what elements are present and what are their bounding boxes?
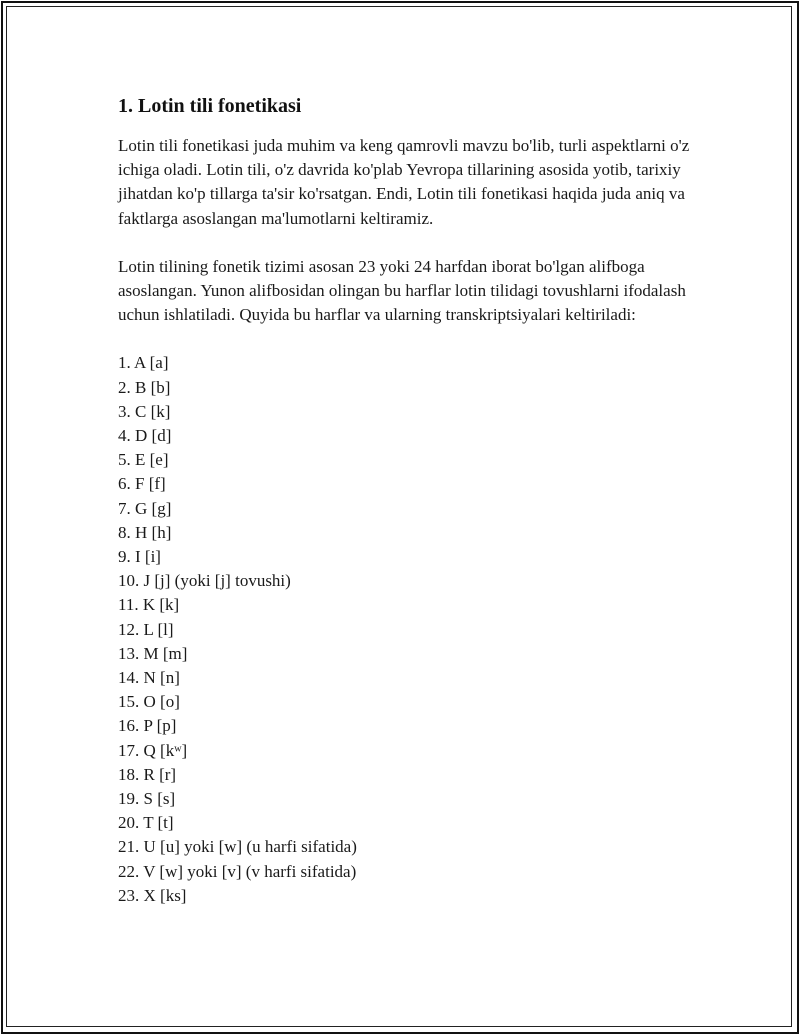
list-item: 15. O [o] — [118, 692, 180, 712]
list-item: 2. B [b] — [118, 377, 171, 397]
list-item: 1. A [a] — [118, 353, 169, 373]
intro-paragraph: Lotin tili fonetikasi juda muhim va keng qamrovli mavzu bo'lib, turli aspektlarni o'z ichiga oladi. Lotin tili, o'z davrida ko'plab Yevropa tillarining asosida yotib, tarixiy jihatdan ko'p tillarga ta'sir ko'rsatgan. Endi, Lotin tili fonetikasi haqida juda aniq va faktlarga asoslangan ma'lumotlarni keltiramiz. — [118, 136, 690, 228]
list-item: 10. J [j] (yoki [j] tovushi) — [118, 571, 291, 591]
list-item: 21. U [u] yoki [w] (u harfi sifatida) — [118, 837, 357, 857]
list-item: 16. P [p] — [118, 716, 177, 736]
list-item: 17. Q [kʷ] — [118, 740, 188, 760]
list-item: 8. H [h] — [118, 522, 172, 542]
list-item: 23. X [ks] — [118, 885, 187, 905]
list-item: 3. C [k] — [118, 401, 171, 421]
list-item: 9. I [i] — [118, 547, 161, 567]
document-body — [118, 93, 698, 908]
list-item: 7. G [g] — [118, 498, 172, 518]
list-item: 20. T [t] — [118, 813, 174, 833]
list-item: 22. V [w] yoki [v] (v harfi sifatida) — [118, 861, 357, 881]
list-item: 12. L [l] — [118, 619, 174, 639]
list-item: 18. R [r] — [118, 764, 177, 784]
section-heading: 1. Lotin tili fonetikasi — [118, 95, 302, 117]
alphabet-paragraph: Lotin tilining fonetik tizimi asosan 23 yoki 24 harfdan iborat bo'lgan alifboga asoslangan. Yunon alifbosidan olingan bu harflar lotin tilidagi tovushlarni ifodalash uchun ishlatiladi. Quyida bu harflar va ularning transkriptsiyalari keltiriladi: — [118, 256, 686, 325]
list-item: 14. N [n] — [118, 668, 180, 688]
list-item: 6. F [f] — [118, 474, 166, 494]
list-item: 4. D [d] — [118, 426, 172, 446]
letter-list — [118, 351, 698, 908]
list-item: 19. S [s] — [118, 789, 176, 809]
list-item: 11. K [k] — [118, 595, 180, 615]
list-item: 13. M [m] — [118, 643, 188, 663]
list-item: 5. E [e] — [118, 450, 169, 470]
